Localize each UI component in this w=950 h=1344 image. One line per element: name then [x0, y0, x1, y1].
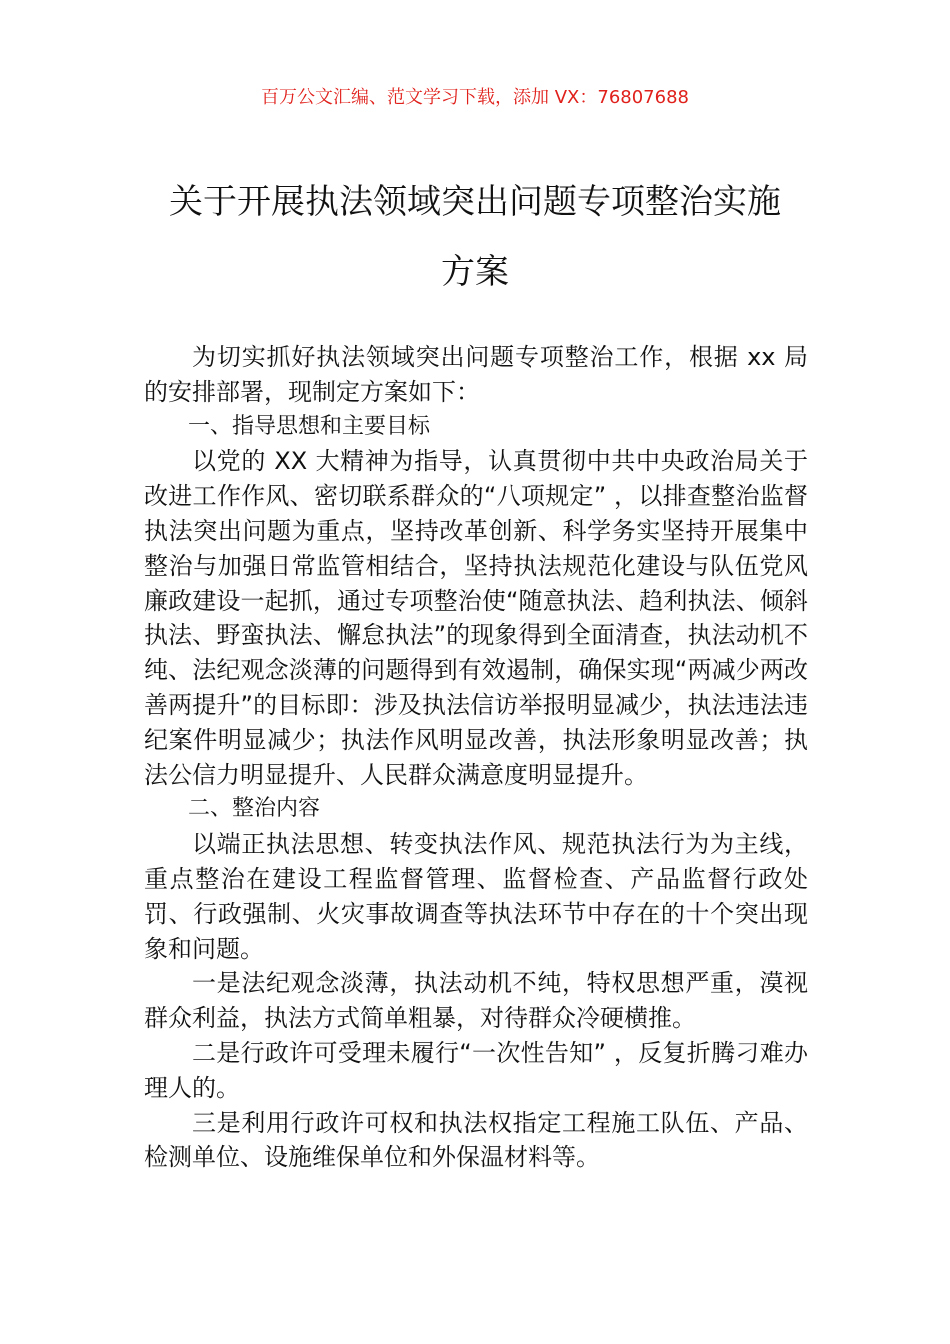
- intro-paragraph: 为切实抓好执法领域突出问题专项整治工作，根据 xx 局的安排部署，现制定方案如下：: [144, 343, 808, 406]
- header-note: 百万公文汇编、范文学习下载，添加 VX：76807688: [261, 87, 689, 108]
- issue-item-3: 三是利用行政许可权和执法权指定工程施工队伍、产品、检测单位、设施维保单位和外保温材料等。: [144, 1108, 808, 1172]
- document-title-line-1: 关于开展执法领域突出问题专项整治实施: [169, 182, 781, 222]
- issue-item-2: 二是行政许可受理未履行“一次性告知” ，反复折腾刁难办理人的。: [144, 1038, 808, 1102]
- issue-item-1: 一是法纪观念淡薄，执法动机不纯，特权思想严重，漠视群众利益，执法方式简单粗暴，对待群众冷硬横推。: [144, 969, 808, 1033]
- section-1-paragraph: 以党的 XX 大精神为指导，认真贯彻中共中央政治局关于改进工作作风、密切联系群众的“八项规定” ，以排查整治监督执法突出问题为重点，坚持改革创新、科学务实坚持开展集中整治与加强日常监管相结合，坚持执法规范化建设与队伍党风廉政建设一起抓，通过专项整治使“随意执法、趋利执法、倾斜执法、野蛮执法、懈怠执法”的现象得到全面清查，执法动机不纯、法纪观念淡薄的问题得到有效遏制，确保实现“两减少两改善两提升”的目标即：涉及执法信访举报明显减少，执法违法违纪案件明显减少；执法作风明显改善，执法形象明显改善；执法公信力明显提升、人民群众满意度明显提升。: [144, 447, 808, 789]
- section-heading-2: 二、整治内容: [188, 796, 321, 822]
- section-heading-1: 一、指导思想和主要目标: [188, 413, 431, 439]
- document-body: [144, 340, 808, 1175]
- document-title-line-2: 方案: [441, 252, 509, 292]
- section-2-paragraph: 以端正执法思想、转变执法作风、规范执法行为为主线，重点整治在建设工程监督管理、监督检查、产品监督行政处罚、行政强制、火灾事故调查等执法环节中存在的十个突出现象和问题。: [144, 830, 808, 963]
